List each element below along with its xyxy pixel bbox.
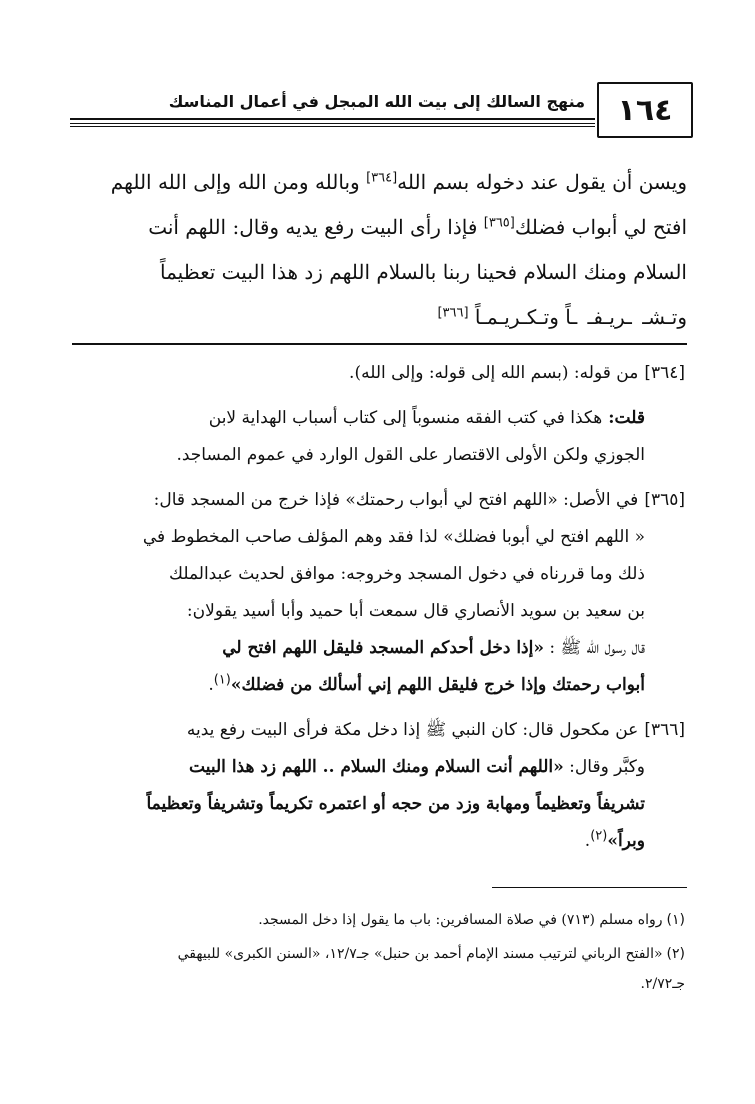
main-line-3: السلام ومنك السلام فحينا ربنا بالسلام اللهم زد هذا البيت تعظيماً: [160, 260, 687, 284]
qult-label: قلت:: [608, 408, 645, 428]
note-number: [٣٦٥]: [644, 490, 685, 510]
ref-364: [٣٦٤]: [366, 170, 398, 186]
main-line-4: وتـشـ ـريـفـ ـاً وتـكـريـمـاً [٣٦٦]: [437, 305, 687, 329]
note-text: من قوله: (بسم الله إلى قوله: وإلى الله).: [349, 363, 639, 383]
note-364: [72, 355, 685, 392]
footnote-ref-2[interactable]: (٢): [590, 828, 608, 844]
footnote-1: (١)رواه مسلم (٧١٣) في صلاة المسافرين: باب ما يقول إذا دخل المسجد.: [258, 912, 685, 928]
running-header: [70, 82, 693, 138]
running-title: منهج السالك إلى بيت الله المبجل في أعمال المناسك: [168, 92, 585, 111]
main-text: [72, 160, 687, 340]
page-number: ١٦٤: [597, 82, 693, 138]
footnotes: [72, 905, 685, 1003]
footnote-2: (٢)«الفتح الرباني لترتيب مسند الإمام أحمد بن حنبل» جـ١٢/٧، «السنن الكبرى» للبيهقي جـ٢/٧٢.: [177, 946, 685, 992]
main-divider: [72, 343, 687, 345]
main-line-2: افتح لي أبواب فضلك[٣٦٥] فإذا رأى البيت رفع يديه وقال: اللهم أنت: [148, 215, 687, 239]
note-number: [٣٦٤]: [644, 363, 685, 383]
note-365: [٣٦٥]في الأصل: «اللهم افتح لي أبواب رحمتك» فإذا خرج من المسجد قال: « اللهم افتح لي أبوبا فضلك» لذا فقد وهم المؤلف صاحب المخطوط في ذلك وما قررناه في دخول المسجد وخروجه: موافق لحديث عبدالملك بن سعيد بن سويد الأنصاري قال سمعت أبا حميد وأبا أسيد يقولان: قال رسول الله ﷺ : «إذا دخل أحدكم المسجد فليقل اللهم افتح لي أبواب رحمتك وإذا خرج فليقل اللهم إني أسألك من فضلك»$^{(١)}$.: [142, 490, 685, 695]
note-number: [٣٦٦]: [644, 720, 685, 740]
note-qult: قلت:هكذا في كتب الفقه منسوباً إلى كتاب أسباب الهداية لابن الجوزي ولكن الأولى الاقتصار على القول الوارد في عموم المساجد.: [72, 400, 685, 474]
footnote-divider: [492, 887, 687, 888]
ref-366: [٣٦٦]: [437, 305, 469, 321]
footnote-ref-1[interactable]: (١): [213, 672, 231, 688]
main-line-1: ويسن أن يقول عند دخوله بسم الله[٣٦٤] وبالله ومن الله وإلى الله اللهم: [110, 170, 687, 194]
ref-365: [٣٦٥]: [483, 215, 515, 231]
qult-text-2: الجوزي ولكن الأولى الاقتصار على القول الوارد في عموم المساجد.: [176, 445, 645, 465]
commentary-notes: [72, 355, 685, 868]
note-366: [٣٦٦]عن مكحول قال: كان النبي ﷺ إذا دخل مكة فرأى البيت رفع يديه وكبَّر وقال: «اللهم أنت السلام ومنك السلام .. اللهم زد هذا البيت تشريفاً وتعظيماً ومهابة وزد من حجه أو اعتمره تكريماً وتشريفاً وتعظيماً وبراً»$^{(٢)}$.: [146, 720, 685, 851]
header-rules: [70, 118, 595, 127]
